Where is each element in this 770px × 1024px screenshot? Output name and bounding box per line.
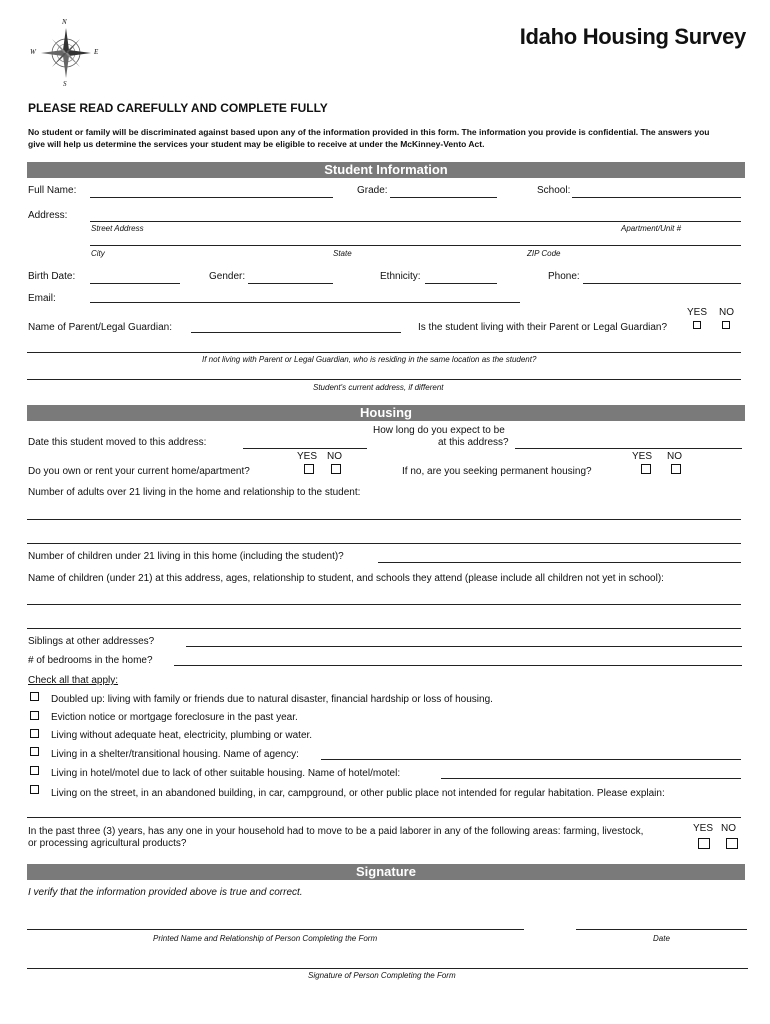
eviction-option: Eviction notice or mortgage foreclosure in the past year. bbox=[51, 712, 298, 723]
date-field[interactable] bbox=[576, 929, 747, 930]
current-address-field[interactable] bbox=[27, 379, 741, 380]
expect-label-line1: How long do you expect to be bbox=[373, 425, 505, 436]
hotel-motel-option: Living in hotel/motel due to lack of other suitable housing. Name of hotel/motel: bbox=[51, 768, 401, 779]
city-state-zip-field[interactable] bbox=[90, 245, 741, 246]
bedrooms-label: # of bedrooms in the home? bbox=[28, 655, 153, 666]
verify-statement: I verify that the information provided above is true and correct. bbox=[28, 887, 303, 898]
address-label: Address: bbox=[28, 210, 68, 221]
printed-name-field[interactable] bbox=[27, 929, 524, 930]
ethnicity-label: Ethnicity: bbox=[380, 271, 421, 282]
laborer-question-line2: or processing agricultural products? bbox=[28, 838, 187, 849]
residing-person-field[interactable] bbox=[27, 352, 741, 353]
guardian-no-checkbox[interactable] bbox=[722, 321, 730, 329]
inadequate-utilities-option: Living without adequate heat, electricity, plumbing or water. bbox=[51, 730, 313, 741]
siblings-field[interactable] bbox=[186, 646, 742, 647]
state-caption: State bbox=[333, 249, 352, 258]
living-with-guardian-question: Is the student living with their Parent or Legal Guardian? bbox=[418, 322, 668, 333]
street-address-field[interactable] bbox=[90, 221, 741, 222]
hotel-motel-name-field[interactable] bbox=[441, 778, 741, 779]
printed-name-caption: Printed Name and Relationship of Person Completing the Form bbox=[153, 934, 378, 943]
expect-label-line2: at this address? bbox=[438, 437, 509, 448]
compass-w-label: W bbox=[30, 48, 36, 56]
moved-date-field[interactable] bbox=[243, 448, 367, 449]
street-address-caption: Street Address bbox=[91, 224, 144, 233]
street-living-option: Living on the street, in an abandoned building, in car, campground, or other public place not intended for regular habitation. Please explain: bbox=[51, 788, 665, 799]
compass-n-label: N bbox=[62, 18, 67, 26]
permanent-housing-question: If no, are you seeking permanent housing? bbox=[402, 466, 592, 477]
full-name-label: Full Name: bbox=[28, 185, 77, 196]
email-field[interactable] bbox=[90, 302, 520, 303]
form-title: Idaho Housing Survey bbox=[519, 24, 746, 49]
siblings-label: Siblings at other addresses? bbox=[28, 636, 155, 647]
children-count-label: Number of children under 21 living in this home (including the student)? bbox=[28, 551, 344, 562]
inadequate-utilities-checkbox[interactable] bbox=[30, 729, 39, 738]
guardian-label: Name of Parent/Legal Guardian: bbox=[28, 322, 172, 333]
current-address-caption: Student's current address, if different bbox=[313, 383, 444, 392]
own-rent-yes-checkbox[interactable] bbox=[304, 464, 314, 474]
laborer-no-checkbox[interactable] bbox=[726, 838, 738, 849]
birth-date-label: Birth Date: bbox=[28, 271, 76, 282]
agency-name-field[interactable] bbox=[321, 759, 741, 760]
hotel-motel-checkbox[interactable] bbox=[30, 766, 39, 775]
own-rent-no-checkbox[interactable] bbox=[331, 464, 341, 474]
not-living-caption: If not living with Parent or Legal Guardian, who is residing in the same location as the student? bbox=[202, 355, 537, 364]
guardian-name-field[interactable] bbox=[191, 332, 401, 333]
signature-caption: Signature of Person Completing the Form bbox=[308, 971, 456, 980]
moved-date-label: Date this student moved to this address: bbox=[28, 437, 207, 448]
full-name-field[interactable] bbox=[90, 197, 333, 198]
grade-field[interactable] bbox=[390, 197, 497, 198]
permanent-yes-checkbox[interactable] bbox=[641, 464, 651, 474]
children-names-field-line2[interactable] bbox=[27, 628, 741, 629]
instructions-heading: PLEASE READ CAREFULLY AND COMPLETE FULLY bbox=[28, 101, 328, 115]
children-names-field-line1[interactable] bbox=[27, 604, 741, 605]
permanent-no-label: NO bbox=[667, 451, 682, 462]
ethnicity-field[interactable] bbox=[425, 283, 497, 284]
adults-field-line1[interactable] bbox=[27, 519, 741, 520]
gender-field[interactable] bbox=[248, 283, 333, 284]
expect-duration-field[interactable] bbox=[515, 448, 742, 449]
compass-s-label: S bbox=[63, 80, 67, 88]
school-label: School: bbox=[537, 185, 571, 196]
own-rent-no-label: NO bbox=[327, 451, 342, 462]
city-caption: City bbox=[91, 249, 105, 258]
zip-caption: ZIP Code bbox=[527, 249, 561, 258]
shelter-option: Living in a shelter/transitional housing. Name of agency: bbox=[51, 749, 299, 760]
own-rent-question: Do you own or rent your current home/apartment? bbox=[28, 466, 250, 477]
grade-label: Grade: bbox=[357, 185, 388, 196]
phone-label: Phone: bbox=[548, 271, 580, 282]
doubled-up-option: Doubled up: living with family or friends due to natural disaster, financial hardship or loss of housing. bbox=[51, 694, 493, 705]
email-label: Email: bbox=[28, 293, 56, 304]
student-information-header: Student Information bbox=[27, 162, 745, 178]
permanent-yes-label: YES bbox=[632, 451, 653, 462]
children-count-field[interactable] bbox=[378, 562, 741, 563]
bedrooms-field[interactable] bbox=[174, 665, 742, 666]
own-rent-yes-label: YES bbox=[297, 451, 318, 462]
permanent-no-checkbox[interactable] bbox=[671, 464, 681, 474]
doubled-up-checkbox[interactable] bbox=[30, 692, 39, 701]
adults-label: Number of adults over 21 living in the home and relationship to the student: bbox=[28, 487, 361, 498]
housing-header: Housing bbox=[27, 405, 745, 421]
compass-rose-logo bbox=[28, 20, 100, 92]
street-living-explanation-field[interactable] bbox=[27, 817, 741, 818]
laborer-question-line1: In the past three (3) years, has any one in your household had to move to be a paid laborer in any of the following areas: farming, livestock, bbox=[28, 826, 644, 837]
guardian-yes-label: YES bbox=[687, 307, 708, 318]
street-living-checkbox[interactable] bbox=[30, 785, 39, 794]
gender-label: Gender: bbox=[209, 271, 246, 282]
children-names-label: Name of children (under 21) at this address, ages, relationship to student, and schools they attend (please include all children not yet in school): bbox=[28, 573, 664, 584]
signature-field[interactable] bbox=[27, 968, 748, 969]
date-caption: Date bbox=[653, 934, 670, 943]
school-field[interactable] bbox=[572, 197, 741, 198]
guardian-no-label: NO bbox=[719, 307, 734, 318]
signature-header: Signature bbox=[27, 864, 745, 880]
adults-field-line2[interactable] bbox=[27, 543, 741, 544]
check-all-label: Check all that apply: bbox=[28, 675, 119, 686]
guardian-yes-checkbox[interactable] bbox=[693, 321, 701, 329]
laborer-yes-label: YES bbox=[693, 823, 714, 834]
laborer-yes-checkbox[interactable] bbox=[698, 838, 710, 849]
laborer-no-label: NO bbox=[721, 823, 736, 834]
birth-date-field[interactable] bbox=[90, 283, 180, 284]
apartment-caption: Apartment/Unit # bbox=[621, 224, 682, 233]
phone-field[interactable] bbox=[583, 283, 741, 284]
eviction-checkbox[interactable] bbox=[30, 711, 39, 720]
intro-paragraph: No student or family will be discriminated against based upon any of the information provided in this form. The information you provide is confidential. The answers you give will help us determine the services your student may be eligible to receive at under the McKinney-Vento Act. bbox=[28, 127, 710, 149]
compass-e-label: E bbox=[94, 48, 99, 56]
shelter-checkbox[interactable] bbox=[30, 747, 39, 756]
